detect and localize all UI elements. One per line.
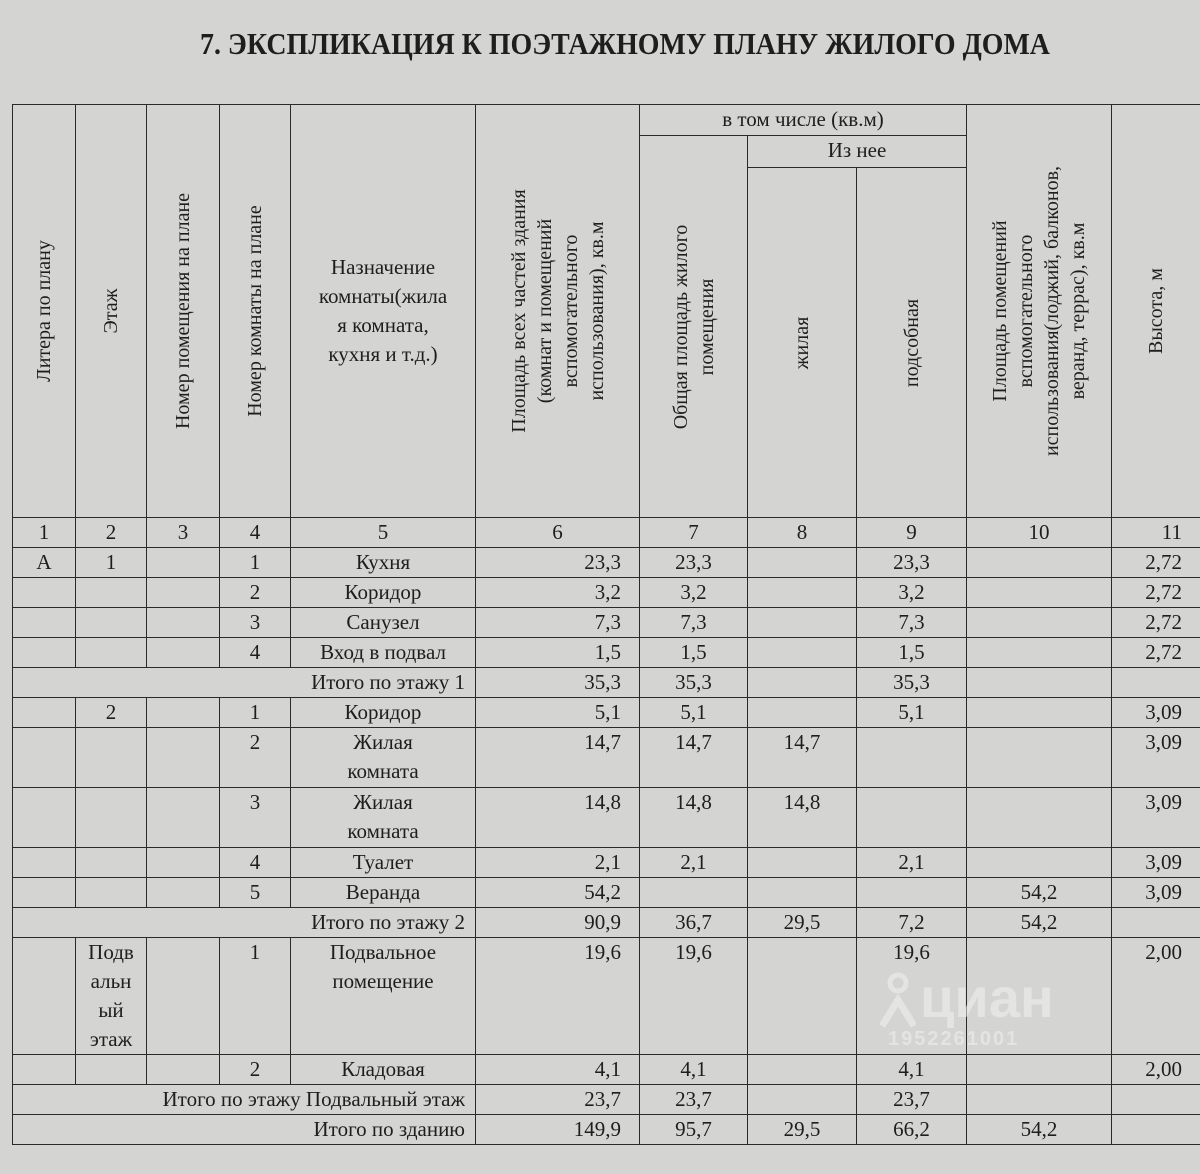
table-cell bbox=[13, 728, 76, 788]
table-cell bbox=[748, 878, 857, 908]
table-cell: 2 bbox=[220, 728, 291, 788]
table-cell: 3,2 bbox=[476, 578, 640, 608]
table-cell: Кладовая bbox=[291, 1055, 476, 1085]
cell-text: Номер помещения на плане bbox=[172, 192, 194, 430]
cell-text bbox=[31, 121, 57, 501]
table-cell: 2,1 bbox=[476, 848, 640, 878]
table-cell bbox=[748, 938, 857, 1055]
cell-text bbox=[98, 121, 124, 501]
table-cell: 3 bbox=[220, 608, 291, 638]
cell-text: Этаж bbox=[100, 288, 122, 334]
cell-text: жилая bbox=[791, 316, 813, 369]
table-cell bbox=[967, 698, 1112, 728]
table-cell: 2 bbox=[220, 578, 291, 608]
explication-table bbox=[12, 104, 1200, 1145]
table-cell bbox=[967, 638, 1112, 668]
table-cell: 4,1 bbox=[476, 1055, 640, 1085]
header-litera bbox=[13, 105, 76, 518]
table-cell: 23,7 bbox=[476, 1085, 640, 1115]
table-cell: 54,2 bbox=[476, 878, 640, 908]
table-cell bbox=[748, 668, 857, 698]
table-cell: 14,7 bbox=[640, 728, 748, 788]
table-cell bbox=[76, 638, 147, 668]
table-row bbox=[13, 578, 1200, 608]
floor-2-total-row bbox=[13, 908, 1200, 938]
table-cell bbox=[967, 848, 1112, 878]
table-cell: 5,1 bbox=[476, 698, 640, 728]
table-cell: 19,6 bbox=[640, 938, 748, 1055]
table-cell bbox=[147, 728, 220, 788]
cell-text: Жилая bbox=[353, 730, 413, 754]
table-row bbox=[13, 848, 1200, 878]
floor-1-total-row bbox=[13, 668, 1200, 698]
table-cell bbox=[13, 608, 76, 638]
table-cell bbox=[291, 728, 476, 788]
table-cell: 4,1 bbox=[640, 1055, 748, 1085]
cell-text: Площадь помещений bbox=[989, 220, 1012, 402]
table-cell: А bbox=[13, 548, 76, 578]
table-cell bbox=[13, 788, 76, 848]
table-cell bbox=[13, 1055, 76, 1085]
table-row bbox=[13, 878, 1200, 908]
cell-text: Номер комнаты на плане bbox=[244, 205, 266, 417]
table-cell: 4 bbox=[220, 848, 291, 878]
cell-text: комната bbox=[347, 819, 419, 843]
table-cell bbox=[967, 728, 1112, 788]
building-total-row bbox=[13, 1115, 1200, 1145]
table-cell bbox=[857, 788, 967, 848]
table-cell: 5,1 bbox=[640, 698, 748, 728]
cell-text: помещение bbox=[332, 969, 434, 993]
table-cell bbox=[1112, 1085, 1200, 1115]
table-cell: 23,3 bbox=[857, 548, 967, 578]
table-cell: 14,7 bbox=[476, 728, 640, 788]
cell-text: Подв bbox=[88, 940, 134, 964]
table-cell bbox=[748, 698, 857, 728]
header-auxiliary-area bbox=[967, 105, 1112, 518]
basement-total-row bbox=[13, 1085, 1200, 1115]
table-cell: 3,09 bbox=[1112, 698, 1200, 728]
cell-text: этаж bbox=[89, 1027, 133, 1051]
table-row bbox=[13, 788, 1200, 848]
table-cell bbox=[967, 668, 1112, 698]
table-cell: 35,3 bbox=[857, 668, 967, 698]
cell-text bbox=[899, 183, 925, 503]
table-cell: 2,00 bbox=[1112, 938, 1200, 1055]
table-cell: 14,8 bbox=[476, 788, 640, 848]
header-room-purpose bbox=[291, 105, 476, 518]
table-cell bbox=[748, 1055, 857, 1085]
table-cell: Веранда bbox=[291, 878, 476, 908]
table-cell: 1,5 bbox=[640, 638, 748, 668]
cell-text: вспомогательного bbox=[559, 234, 582, 388]
cell-text bbox=[506, 121, 610, 501]
table-cell: 149,9 bbox=[476, 1115, 640, 1145]
table-row bbox=[13, 698, 1200, 728]
table-cell: 3,09 bbox=[1112, 878, 1200, 908]
table-cell: 7 bbox=[640, 518, 748, 548]
table-cell bbox=[967, 608, 1112, 638]
table-row bbox=[13, 548, 1200, 578]
table-cell bbox=[13, 848, 76, 878]
table-cell bbox=[967, 938, 1112, 1055]
table-cell: Итого по этажу 2 bbox=[13, 908, 476, 938]
table-cell: 5,1 bbox=[857, 698, 967, 728]
table-cell: 2,1 bbox=[640, 848, 748, 878]
cell-text: Литера по плану bbox=[33, 240, 55, 382]
table-cell bbox=[640, 878, 748, 908]
table-cell bbox=[967, 548, 1112, 578]
table-cell bbox=[1112, 1115, 1200, 1145]
table-cell: 3,2 bbox=[640, 578, 748, 608]
table-cell: 2,72 bbox=[1112, 548, 1200, 578]
table-cell bbox=[147, 608, 220, 638]
cell-text: кухня и т.д.) bbox=[328, 342, 438, 366]
cell-text: Высота, м bbox=[1145, 268, 1168, 354]
table-cell bbox=[147, 848, 220, 878]
table-cell: 1 bbox=[13, 518, 76, 548]
table-cell bbox=[857, 878, 967, 908]
table-cell bbox=[748, 548, 857, 578]
cell-text: помещения bbox=[695, 278, 718, 375]
table-cell bbox=[967, 578, 1112, 608]
cell-text: использования), кв.м bbox=[585, 221, 608, 401]
table-cell: 8 bbox=[748, 518, 857, 548]
table-row bbox=[13, 728, 1200, 788]
table-cell: Коридор bbox=[291, 578, 476, 608]
table-cell: 3,09 bbox=[1112, 728, 1200, 788]
header-group-including: в том числе (кв.м) bbox=[640, 105, 967, 136]
table-cell: 3 bbox=[220, 788, 291, 848]
table-cell: 4 bbox=[220, 518, 291, 548]
cell-text: я комната, bbox=[337, 313, 429, 337]
table-cell: 95,7 bbox=[640, 1115, 748, 1145]
table-cell: 7,3 bbox=[857, 608, 967, 638]
table-cell: 14,7 bbox=[748, 728, 857, 788]
table-cell: 4,1 bbox=[857, 1055, 967, 1085]
cell-text bbox=[1143, 121, 1169, 501]
table-cell bbox=[147, 698, 220, 728]
table-cell: 29,5 bbox=[748, 1115, 857, 1145]
table-row bbox=[13, 1055, 1200, 1085]
table-cell bbox=[13, 878, 76, 908]
table-cell bbox=[967, 788, 1112, 848]
table-cell bbox=[291, 938, 476, 1055]
table-row bbox=[13, 608, 1200, 638]
table-cell: 2,72 bbox=[1112, 638, 1200, 668]
table-cell: 2 bbox=[76, 518, 147, 548]
table-cell: Вход в подвал bbox=[291, 638, 476, 668]
table-cell: 7,2 bbox=[857, 908, 967, 938]
table-row bbox=[13, 638, 1200, 668]
table-cell: 66,2 bbox=[857, 1115, 967, 1145]
table-cell: 1 bbox=[220, 698, 291, 728]
cell-text bbox=[987, 121, 1091, 501]
header-subgroup-of-it: Из нее bbox=[748, 136, 967, 168]
table-cell: 35,3 bbox=[640, 668, 748, 698]
table-cell: 35,3 bbox=[476, 668, 640, 698]
table-cell: 5 bbox=[291, 518, 476, 548]
table-cell bbox=[76, 578, 147, 608]
cell-text bbox=[789, 183, 815, 503]
header-general-area bbox=[640, 136, 748, 518]
table-cell: 9 bbox=[857, 518, 967, 548]
table-cell: Итого по этажу Подвальный этаж bbox=[13, 1085, 476, 1115]
table-cell: 2,72 bbox=[1112, 608, 1200, 638]
header-height bbox=[1112, 105, 1200, 518]
table-cell: 1 bbox=[220, 938, 291, 1055]
table-cell: 3,09 bbox=[1112, 788, 1200, 848]
page-title: 7. ЭКСПЛИКАЦИЯ К ПОЭТАЖНОМУ ПЛАНУ ЖИЛОГО ДОМА bbox=[200, 26, 1050, 61]
table-cell: 19,6 bbox=[476, 938, 640, 1055]
table-cell: 54,2 bbox=[967, 908, 1112, 938]
table-cell bbox=[748, 638, 857, 668]
table-cell: Санузел bbox=[291, 608, 476, 638]
header-auxiliary bbox=[857, 168, 967, 518]
header-living bbox=[748, 168, 857, 518]
table-cell: 2,00 bbox=[1112, 1055, 1200, 1085]
table-cell: 23,7 bbox=[640, 1085, 748, 1115]
cell-text bbox=[170, 121, 196, 501]
table-cell bbox=[13, 638, 76, 668]
table-cell: 3 bbox=[147, 518, 220, 548]
column-number-row bbox=[13, 518, 1200, 548]
cell-text: использования(лоджий, балконов, bbox=[1041, 165, 1064, 457]
header-total-area bbox=[476, 105, 640, 518]
cell-text: подсобная bbox=[900, 298, 923, 387]
table-cell: 19,6 bbox=[857, 938, 967, 1055]
table-cell: 11 bbox=[1112, 518, 1200, 548]
basement-floor-label bbox=[76, 938, 147, 1055]
table-cell: 5 bbox=[220, 878, 291, 908]
header-premises-number bbox=[147, 105, 220, 518]
table-cell: 29,5 bbox=[748, 908, 857, 938]
cell-text: альн bbox=[90, 969, 132, 993]
table-cell: 7,3 bbox=[640, 608, 748, 638]
cell-text: комната bbox=[347, 759, 419, 783]
table-cell: 2,72 bbox=[1112, 578, 1200, 608]
cell-text: Жилая bbox=[353, 790, 413, 814]
table-cell: 14,8 bbox=[640, 788, 748, 848]
cell-text: (комнат и помещений bbox=[533, 218, 556, 404]
table-cell bbox=[748, 578, 857, 608]
cell-text: вспомогательного bbox=[1015, 234, 1038, 388]
table-cell: 54,2 bbox=[967, 878, 1112, 908]
table-cell: 3,2 bbox=[857, 578, 967, 608]
table-cell bbox=[76, 608, 147, 638]
watermark-id: 1952261001 bbox=[888, 1028, 1020, 1050]
table-cell: 1 bbox=[220, 548, 291, 578]
header-room-number bbox=[220, 105, 291, 518]
table-cell bbox=[748, 1085, 857, 1115]
table-cell bbox=[76, 728, 147, 788]
table-cell: 2 bbox=[220, 1055, 291, 1085]
table-cell bbox=[76, 878, 147, 908]
cell-text: Назначение bbox=[330, 255, 436, 279]
table-cell bbox=[857, 728, 967, 788]
table-cell bbox=[147, 1055, 220, 1085]
header-floor bbox=[76, 105, 147, 518]
table-cell: 2,1 bbox=[857, 848, 967, 878]
cell-text: Общая площадь жилого bbox=[669, 224, 692, 429]
table-cell bbox=[291, 788, 476, 848]
table-cell bbox=[76, 788, 147, 848]
table-cell: Итого по этажу 1 bbox=[13, 668, 476, 698]
table-cell: 10 bbox=[967, 518, 1112, 548]
table-cell bbox=[1112, 668, 1200, 698]
cell-text: комнаты(жила bbox=[318, 284, 448, 308]
table-cell bbox=[748, 608, 857, 638]
table-row bbox=[13, 938, 1200, 1055]
cell-text: ый bbox=[98, 998, 124, 1022]
table-cell bbox=[147, 788, 220, 848]
table-cell: 23,3 bbox=[640, 548, 748, 578]
table-cell: Итого по зданию bbox=[13, 1115, 476, 1145]
table-cell bbox=[967, 1085, 1112, 1115]
table-cell bbox=[76, 1055, 147, 1085]
cell-text bbox=[668, 157, 720, 497]
table-cell bbox=[1112, 908, 1200, 938]
table-cell bbox=[76, 848, 147, 878]
table-cell: 1,5 bbox=[857, 638, 967, 668]
table-cell bbox=[13, 698, 76, 728]
table-cell bbox=[13, 938, 76, 1055]
table-cell: 1 bbox=[76, 548, 147, 578]
table-cell bbox=[147, 578, 220, 608]
cell-text: Подвальное bbox=[329, 940, 437, 964]
table-cell: 14,8 bbox=[748, 788, 857, 848]
table-cell: Кухня bbox=[291, 548, 476, 578]
cell-text: Площадь всех частей здания bbox=[507, 189, 530, 433]
table-cell: Туалет bbox=[291, 848, 476, 878]
table-cell: 2 bbox=[76, 698, 147, 728]
table-cell: 6 bbox=[476, 518, 640, 548]
table-cell: 3,09 bbox=[1112, 848, 1200, 878]
table-cell: 7,3 bbox=[476, 608, 640, 638]
table-cell: 36,7 bbox=[640, 908, 748, 938]
table-cell: 1,5 bbox=[476, 638, 640, 668]
table-cell: 90,9 bbox=[476, 908, 640, 938]
table-cell bbox=[147, 638, 220, 668]
table-cell bbox=[967, 1055, 1112, 1085]
table-cell bbox=[147, 938, 220, 1055]
table-cell bbox=[748, 848, 857, 878]
table-cell bbox=[147, 878, 220, 908]
cell-text bbox=[242, 121, 268, 501]
table-cell: Коридор bbox=[291, 698, 476, 728]
table-cell: 4 bbox=[220, 638, 291, 668]
watermark-brand: циан bbox=[920, 966, 1054, 1029]
table-cell: 23,3 bbox=[476, 548, 640, 578]
table-cell bbox=[13, 578, 76, 608]
table-cell: 54,2 bbox=[967, 1115, 1112, 1145]
table-cell bbox=[147, 548, 220, 578]
cell-text: веранд, террас), кв.м bbox=[1067, 222, 1090, 400]
table-cell: 23,7 bbox=[857, 1085, 967, 1115]
